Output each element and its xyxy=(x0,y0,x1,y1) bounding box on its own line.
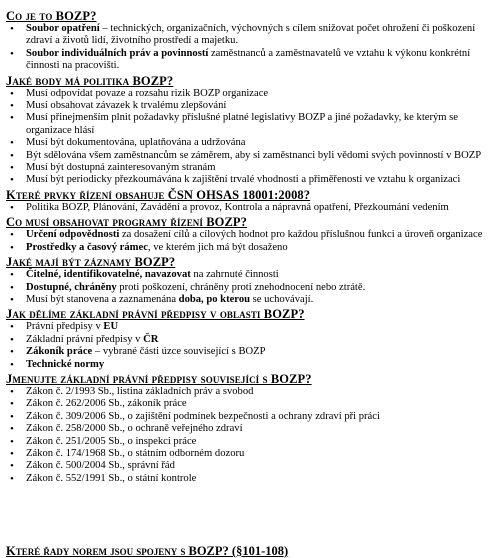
item-text: Musí obsahovat závazek k trvalému zlepšování xyxy=(26,100,227,112)
item-text: Zákon č. 262/2006 Sb., zákoník práce xyxy=(26,398,187,410)
section-heading: Jaké body má politika BOZP? xyxy=(6,73,174,88)
section-heading: Jak dělíme základní právní předpisy v oblasti BOZP? xyxy=(6,307,305,322)
list-item xyxy=(6,229,488,241)
bold-text: ČR xyxy=(143,333,159,345)
section-heading: Co je to BOZP? xyxy=(6,9,97,23)
item-text: Zákon č. 174/1968 Sb., o státním odborném dozoru xyxy=(26,447,245,459)
item-text: Musí odpovídat povaze a rozsahu rizik BOZP organizace xyxy=(26,87,269,99)
list-item xyxy=(6,150,488,162)
list-item xyxy=(6,269,488,281)
list-item xyxy=(6,436,488,448)
item-text: Být sdělována všem zaměstnancům se záměrem, aby si zaměstnanci byli vědomi svých povinností v BOZP xyxy=(26,149,482,161)
list-item xyxy=(6,386,488,398)
list-item xyxy=(6,174,488,186)
item-text: Musí být dokumentována, uplatňována a udržována xyxy=(26,137,246,149)
document-body xyxy=(6,8,488,485)
list-item xyxy=(6,321,488,333)
list-item xyxy=(6,162,488,174)
item-text: Zákon č. 2/1993 Sb., listina základních práv a svobod xyxy=(26,385,254,397)
item-text: Musí být periodicky přezkoumávána k zajištění trvalé vhodnosti a přiměřenosti ve vztahu k organizaci xyxy=(26,174,461,186)
list-item xyxy=(6,48,488,73)
list-item xyxy=(6,423,488,435)
bold-text: Prostředky a časový rámec xyxy=(26,241,148,253)
bold-text: Soubor opatření xyxy=(26,23,100,34)
item-text: Musí být dostupná zainteresovaným stranám xyxy=(26,162,216,174)
bold-text: Dostupné, chráněny xyxy=(26,281,117,293)
section-heading: Co musí obsahovat programy řízení BOZP? xyxy=(6,215,248,230)
item-text: za dosažení cílů a cílových hodnot pro každou příslušnou funkci a úroveň organizace xyxy=(119,229,483,241)
bold-text: doba, po kterou xyxy=(178,293,251,305)
item-text: , ve kterém jich má být dosaženo xyxy=(147,241,288,253)
list-item xyxy=(6,448,488,460)
bullet-list xyxy=(6,23,488,73)
bullet-list xyxy=(6,321,488,371)
list-item xyxy=(6,460,488,472)
item-text: Politika BOZP, Plánování, Zavádění a provoz, Kontrola a nápravná opatření, Přezkoumání vedením xyxy=(26,201,449,213)
list-item xyxy=(6,88,488,100)
item-text: Zákon č. 552/1991 Sb., o státní kontrole xyxy=(26,472,197,484)
bullet-list xyxy=(6,202,488,214)
list-item xyxy=(6,23,488,48)
item-text: – vybrané části úzce související s BOZP xyxy=(92,346,266,358)
list-item xyxy=(6,100,488,112)
bold-text: Zákoník práce xyxy=(26,346,93,358)
list-item xyxy=(6,282,488,294)
item-text: Základní právní předpisy v xyxy=(26,333,144,345)
item-text: zaměstnanců a zaměstnavatelů ve vztahu k výkonu konkrétní činnosti na pracovišti. xyxy=(26,47,471,72)
item-text: Zákon č. 251/2005 Sb., o inspekci práce xyxy=(26,435,197,447)
item-text: se uchovávají. xyxy=(250,293,314,305)
list-item xyxy=(6,334,488,346)
cut-off-heading: Které řady norem jsou spojeny s BOZP? (§101-108) xyxy=(6,544,289,558)
bullet-list xyxy=(6,88,488,187)
item-text: na zahrnuté činnosti xyxy=(190,269,279,281)
item-text: Právní předpisy v xyxy=(26,321,104,333)
list-item xyxy=(6,112,488,137)
item-text: – technických, organizačních, výchovných s cílem snižovat počet ohrožení či poškození zdraví a životů lidí, životního prostředí a majetku. xyxy=(26,23,476,47)
list-item xyxy=(6,411,488,423)
list-item xyxy=(6,137,488,149)
item-text: Zákon č. 500/2004 Sb., správní řád xyxy=(26,460,175,472)
bold-text: Technické normy xyxy=(26,358,105,370)
list-item xyxy=(6,359,488,371)
list-item xyxy=(6,202,488,214)
item-text: Zákon č. 309/2006 Sb., o zajištění podmínek bezpečnosti a ochrany zdraví při práci xyxy=(26,410,380,422)
item-text: Musí přinejmenším plnit požadavky příslušné platné legislativy BOZP a jiné požadavky, ke kterým se organizace hlásí xyxy=(26,112,458,136)
bullet-list xyxy=(6,386,488,485)
bullet-list xyxy=(6,269,488,306)
section-heading: Jmenujte základní právní předpisy související s BOZP? xyxy=(6,371,312,386)
list-item xyxy=(6,242,488,254)
item-text: Musí být stanovena a zaznamenána xyxy=(26,293,179,305)
list-item xyxy=(6,294,488,306)
bold-text: Určení odpovědnosti xyxy=(26,229,120,241)
list-item xyxy=(6,346,488,358)
list-item xyxy=(6,398,488,410)
section-heading: Které prvky řízení obsahuje ČSN OHSAS 18001:2008? xyxy=(6,187,311,202)
list-item xyxy=(6,473,488,485)
bold-text: Soubor individuálních práv a povinností xyxy=(26,47,209,59)
bullet-list xyxy=(6,229,488,254)
section-heading: Jaké mají být záznamy BOZP? xyxy=(6,255,176,270)
item-text: Zákon č. 258/2000 Sb., o ochraně veřejného zdraví xyxy=(26,423,243,435)
bold-text: EU xyxy=(103,321,119,333)
bold-text: Čitelné, identifikovatelné, navazovat xyxy=(26,269,191,281)
item-text: proti poškození, chráněny proti znehodnocení nebo ztrátě. xyxy=(116,281,366,293)
